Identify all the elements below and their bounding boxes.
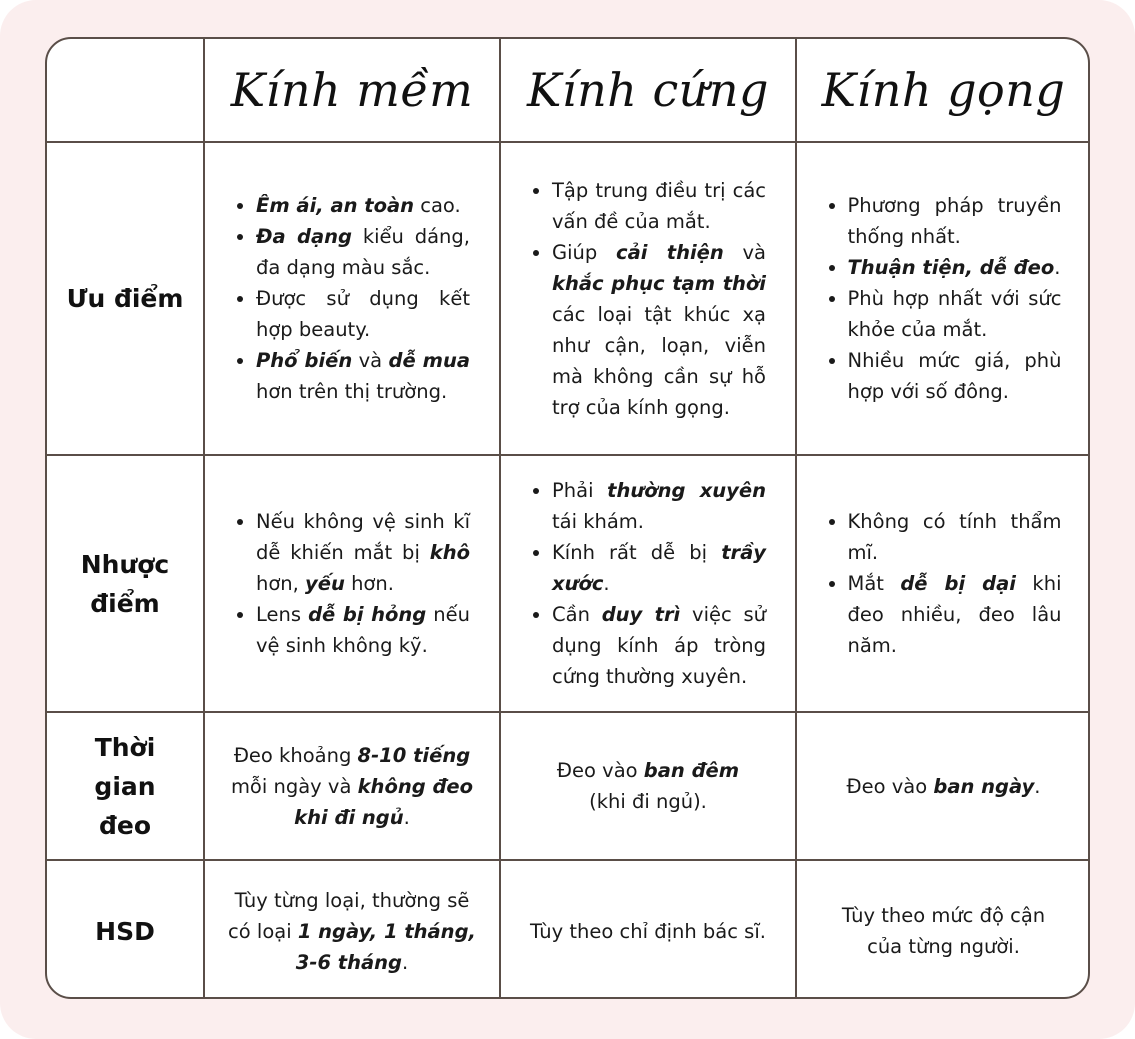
cell-text: Đeo vào ban đêm (khi đi ngủ). bbox=[556, 759, 740, 813]
bullet-list bbox=[234, 506, 470, 661]
list-item: • Đa dạng kiểu dáng, đa dạng màu sắc. bbox=[256, 221, 470, 283]
cell-nhuoc-kinh-mem bbox=[205, 456, 499, 711]
comparison-table bbox=[45, 37, 1090, 999]
header-cell-kinh-cung bbox=[501, 39, 795, 141]
cell-uu-kinh-gong bbox=[797, 143, 1090, 454]
bullet-list bbox=[826, 506, 1062, 661]
cell-text: Đeo khoảng 8-10 tiếng mỗi ngày và không đeo khi đi ngủ. bbox=[230, 743, 474, 829]
row-label-hsd bbox=[47, 861, 203, 999]
row-label-text: Ưu điểm bbox=[66, 284, 184, 313]
bullet-list bbox=[826, 190, 1062, 407]
list-item: • Nếu không vệ sinh kĩ dễ khiến mắt bị khô hơn, yếu hơn. bbox=[256, 506, 470, 599]
list-item: • Phải thường xuyên tái khám. bbox=[552, 475, 766, 537]
cell-uu-kinh-cung bbox=[501, 143, 795, 454]
bullet-list bbox=[234, 190, 470, 407]
list-item: • Phù hợp nhất với sức khỏe của mắt. bbox=[848, 283, 1062, 345]
column-title-kinh-gong: Kính gọng bbox=[821, 63, 1066, 117]
row-label-nhuoc-diem bbox=[47, 456, 203, 711]
bullet-list bbox=[530, 175, 766, 423]
cell-thoigian-kinh-mem bbox=[205, 713, 499, 859]
header-cell-kinh-gong bbox=[797, 39, 1090, 141]
row-label-text: HSD bbox=[95, 916, 155, 946]
header-cell-kinh-mem bbox=[205, 39, 499, 141]
list-item: • Không có tính thẩm mĩ. bbox=[848, 506, 1062, 568]
list-item: • Phương pháp truyền thống nhất. bbox=[848, 190, 1062, 252]
list-item: • Lens dễ bị hỏng nếu vệ sinh không kỹ. bbox=[256, 599, 470, 661]
cell-hsd-kinh-cung bbox=[501, 861, 795, 999]
row-label-thoi-gian-deo bbox=[47, 713, 203, 859]
list-item: • Tập trung điều trị các vấn đề của mắt. bbox=[552, 175, 766, 237]
row-label-uu-diem bbox=[47, 143, 203, 454]
cell-hsd-kinh-mem bbox=[205, 861, 499, 999]
column-title-kinh-cung: Kính cứng bbox=[527, 63, 769, 117]
list-item: • Nhiều mức giá, phù hợp với số đông. bbox=[848, 345, 1062, 407]
list-item: • Kính rất dễ bị trầy xước. bbox=[552, 537, 766, 599]
cell-text: Tùy từng loại, thường sẽ có loại 1 ngày, 1 tháng, 3-6 tháng. bbox=[228, 888, 476, 974]
row-label-text: Thời gian đeo bbox=[94, 732, 156, 840]
cell-nhuoc-kinh-gong bbox=[797, 456, 1090, 711]
cell-thoigian-kinh-cung bbox=[501, 713, 795, 859]
cell-hsd-kinh-gong bbox=[797, 861, 1090, 999]
row-label-text: Nhược điểm bbox=[80, 549, 170, 618]
list-item: • Được sử dụng kết hợp beauty. bbox=[256, 283, 470, 345]
list-item: • Thuận tiện, dễ đeo. bbox=[848, 252, 1062, 283]
bullet-list bbox=[530, 475, 766, 692]
list-item: • Giúp cải thiện và khắc phục tạm thời các loại tật khúc xạ như cận, loạn, viễn mà không cần sự hỗ trợ của kính gọng. bbox=[552, 237, 766, 423]
list-item: • Cần duy trì việc sử dụng kính áp tròng cứng thường xuyên. bbox=[552, 599, 766, 692]
cell-text: Đeo vào ban ngày. bbox=[846, 774, 1041, 798]
cell-text: Tùy theo chỉ định bác sĩ. bbox=[530, 919, 766, 943]
cell-text: Tùy theo mức độ cận của từng người. bbox=[841, 904, 1046, 958]
header-empty-cell bbox=[47, 39, 203, 141]
list-item: • Phổ biến và dễ mua hơn trên thị trường. bbox=[256, 345, 470, 407]
list-item: • Mắt dễ bị dại khi đeo nhiều, đeo lâu năm. bbox=[848, 568, 1062, 661]
cell-thoigian-kinh-gong bbox=[797, 713, 1090, 859]
list-item: • Êm ái, an toàn cao. bbox=[256, 190, 470, 221]
cell-nhuoc-kinh-cung bbox=[501, 456, 795, 711]
cell-uu-kinh-mem bbox=[205, 143, 499, 454]
column-title-kinh-mem: Kính mềm bbox=[230, 63, 474, 117]
